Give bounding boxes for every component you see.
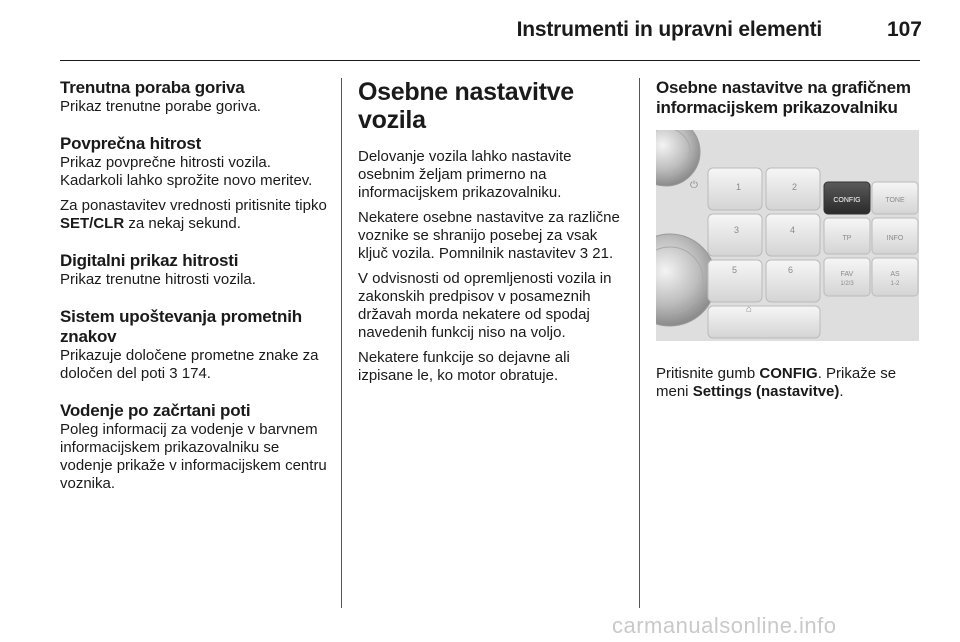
preset-label: 1 [736, 182, 742, 192]
preset-button-1 [708, 168, 762, 210]
control-panel-illustration [656, 130, 919, 341]
paragraph [60, 197, 330, 233]
as-label: AS [890, 271, 900, 278]
tp-label: TP [842, 235, 852, 242]
paragraph [358, 209, 628, 263]
text-run: . Prikaže se meni [656, 365, 897, 400]
section-route-guidance [60, 401, 330, 493]
tone-label: TONE [885, 197, 905, 204]
section-digital-speed [60, 251, 330, 289]
paragraph: Prikaz trenutne hitrosti vozila. [60, 271, 256, 288]
text-run: Prikazuje določene prometne znake za določen del poti [60, 347, 319, 382]
control-panel-photo [656, 130, 919, 341]
home-icon: ⌂ [746, 304, 753, 315]
as-sub-label: 1-2 [890, 281, 900, 287]
column-divider [341, 78, 342, 608]
preset-label: 2 [792, 182, 798, 192]
page-header-title: Instrumenti in upravni elementi [516, 18, 822, 41]
page-number: 107 [886, 18, 922, 41]
preset-button-3 [708, 214, 762, 256]
text-run: 21. [588, 245, 614, 262]
column-left [60, 78, 330, 511]
column-middle [358, 78, 628, 392]
text-run: . [839, 383, 844, 400]
preset-label: 6 [788, 265, 794, 275]
text-run: 174. [177, 365, 211, 382]
header-divider [60, 60, 920, 61]
section-traffic-signs [60, 307, 330, 383]
reference-arrow-icon: 3 [169, 365, 178, 382]
paragraph: V odvisnosti od opremljenosti vozila in zakonskih predpisov v posameznih državah morda nekatere od spodaj navedenih funkcij niso na voljo. [358, 270, 612, 341]
section-heading: Vodenje po začrtani poti [60, 401, 251, 420]
section-current-fuel [60, 78, 330, 116]
paragraph: Poleg informacij za vodenje v barvnem informacijskem prikazovalniku se vodenje prikaže v informacijskem centru voznika. [60, 421, 327, 492]
reference-arrow-icon: 3 [579, 245, 589, 262]
section-heading: Digitalni prikaz hitrosti [60, 251, 239, 270]
text-run: Pritisnite gumb [656, 365, 760, 382]
preset-button-4 [766, 214, 820, 256]
text-run: Nekatere osebne nastavitve za različne voznike se shranijo posebej za vsak ključ vozila. Pomnilnik nastavitev [358, 209, 620, 262]
section-average-speed [60, 134, 330, 233]
paragraph: Prikaz trenutne porabe goriva. [60, 98, 261, 115]
chapter-heading: Osebne nastavitve vozila [358, 78, 574, 134]
info-label: INFO [886, 235, 904, 242]
column-divider [639, 78, 640, 608]
fav-sub-label: 1/2/3 [840, 281, 854, 287]
menu-name: Settings (nastavitve) [692, 383, 840, 400]
paragraph: Nekatere funkcije so dejavne ali izpisane le, ko motor obratuje. [358, 349, 570, 384]
fav-label: FAV [840, 271, 854, 278]
section-heading: Sistem upoštevanja prometnih znakov [60, 307, 302, 346]
watermark: carmanualsonline.info [612, 613, 837, 638]
home-button [708, 306, 820, 338]
paragraph: Delovanje vozila lahko nastavite osebnim željam primerno na informacijskem prikazovalniku. [358, 148, 572, 201]
text-run: Za ponastavitev vrednosti pritisnite tipko [60, 197, 327, 214]
svg-text:⏻: ⏻ [690, 180, 698, 191]
text-run: za nekaj sekund. [124, 215, 241, 232]
key-name: CONFIG [759, 365, 818, 382]
key-name: SET/CLR [60, 215, 125, 232]
preset-label: 4 [790, 225, 796, 235]
section-heading: Povprečna hitrost [60, 134, 202, 153]
preset-label: 3 [734, 225, 740, 235]
section-heading: Trenutna poraba goriva [60, 78, 245, 97]
paragraph: Prikaz povprečne hitrosti vozila. Kadarkoli lahko sprožite novo meritev. [60, 154, 313, 189]
section-heading: Osebne nastavitve na grafičnem informacijskem prikazovalniku [656, 78, 911, 117]
paragraph [60, 347, 330, 383]
preset-label: 5 [732, 265, 738, 275]
config-label: CONFIG [833, 197, 861, 204]
paragraph [656, 365, 920, 401]
column-right [656, 78, 920, 408]
